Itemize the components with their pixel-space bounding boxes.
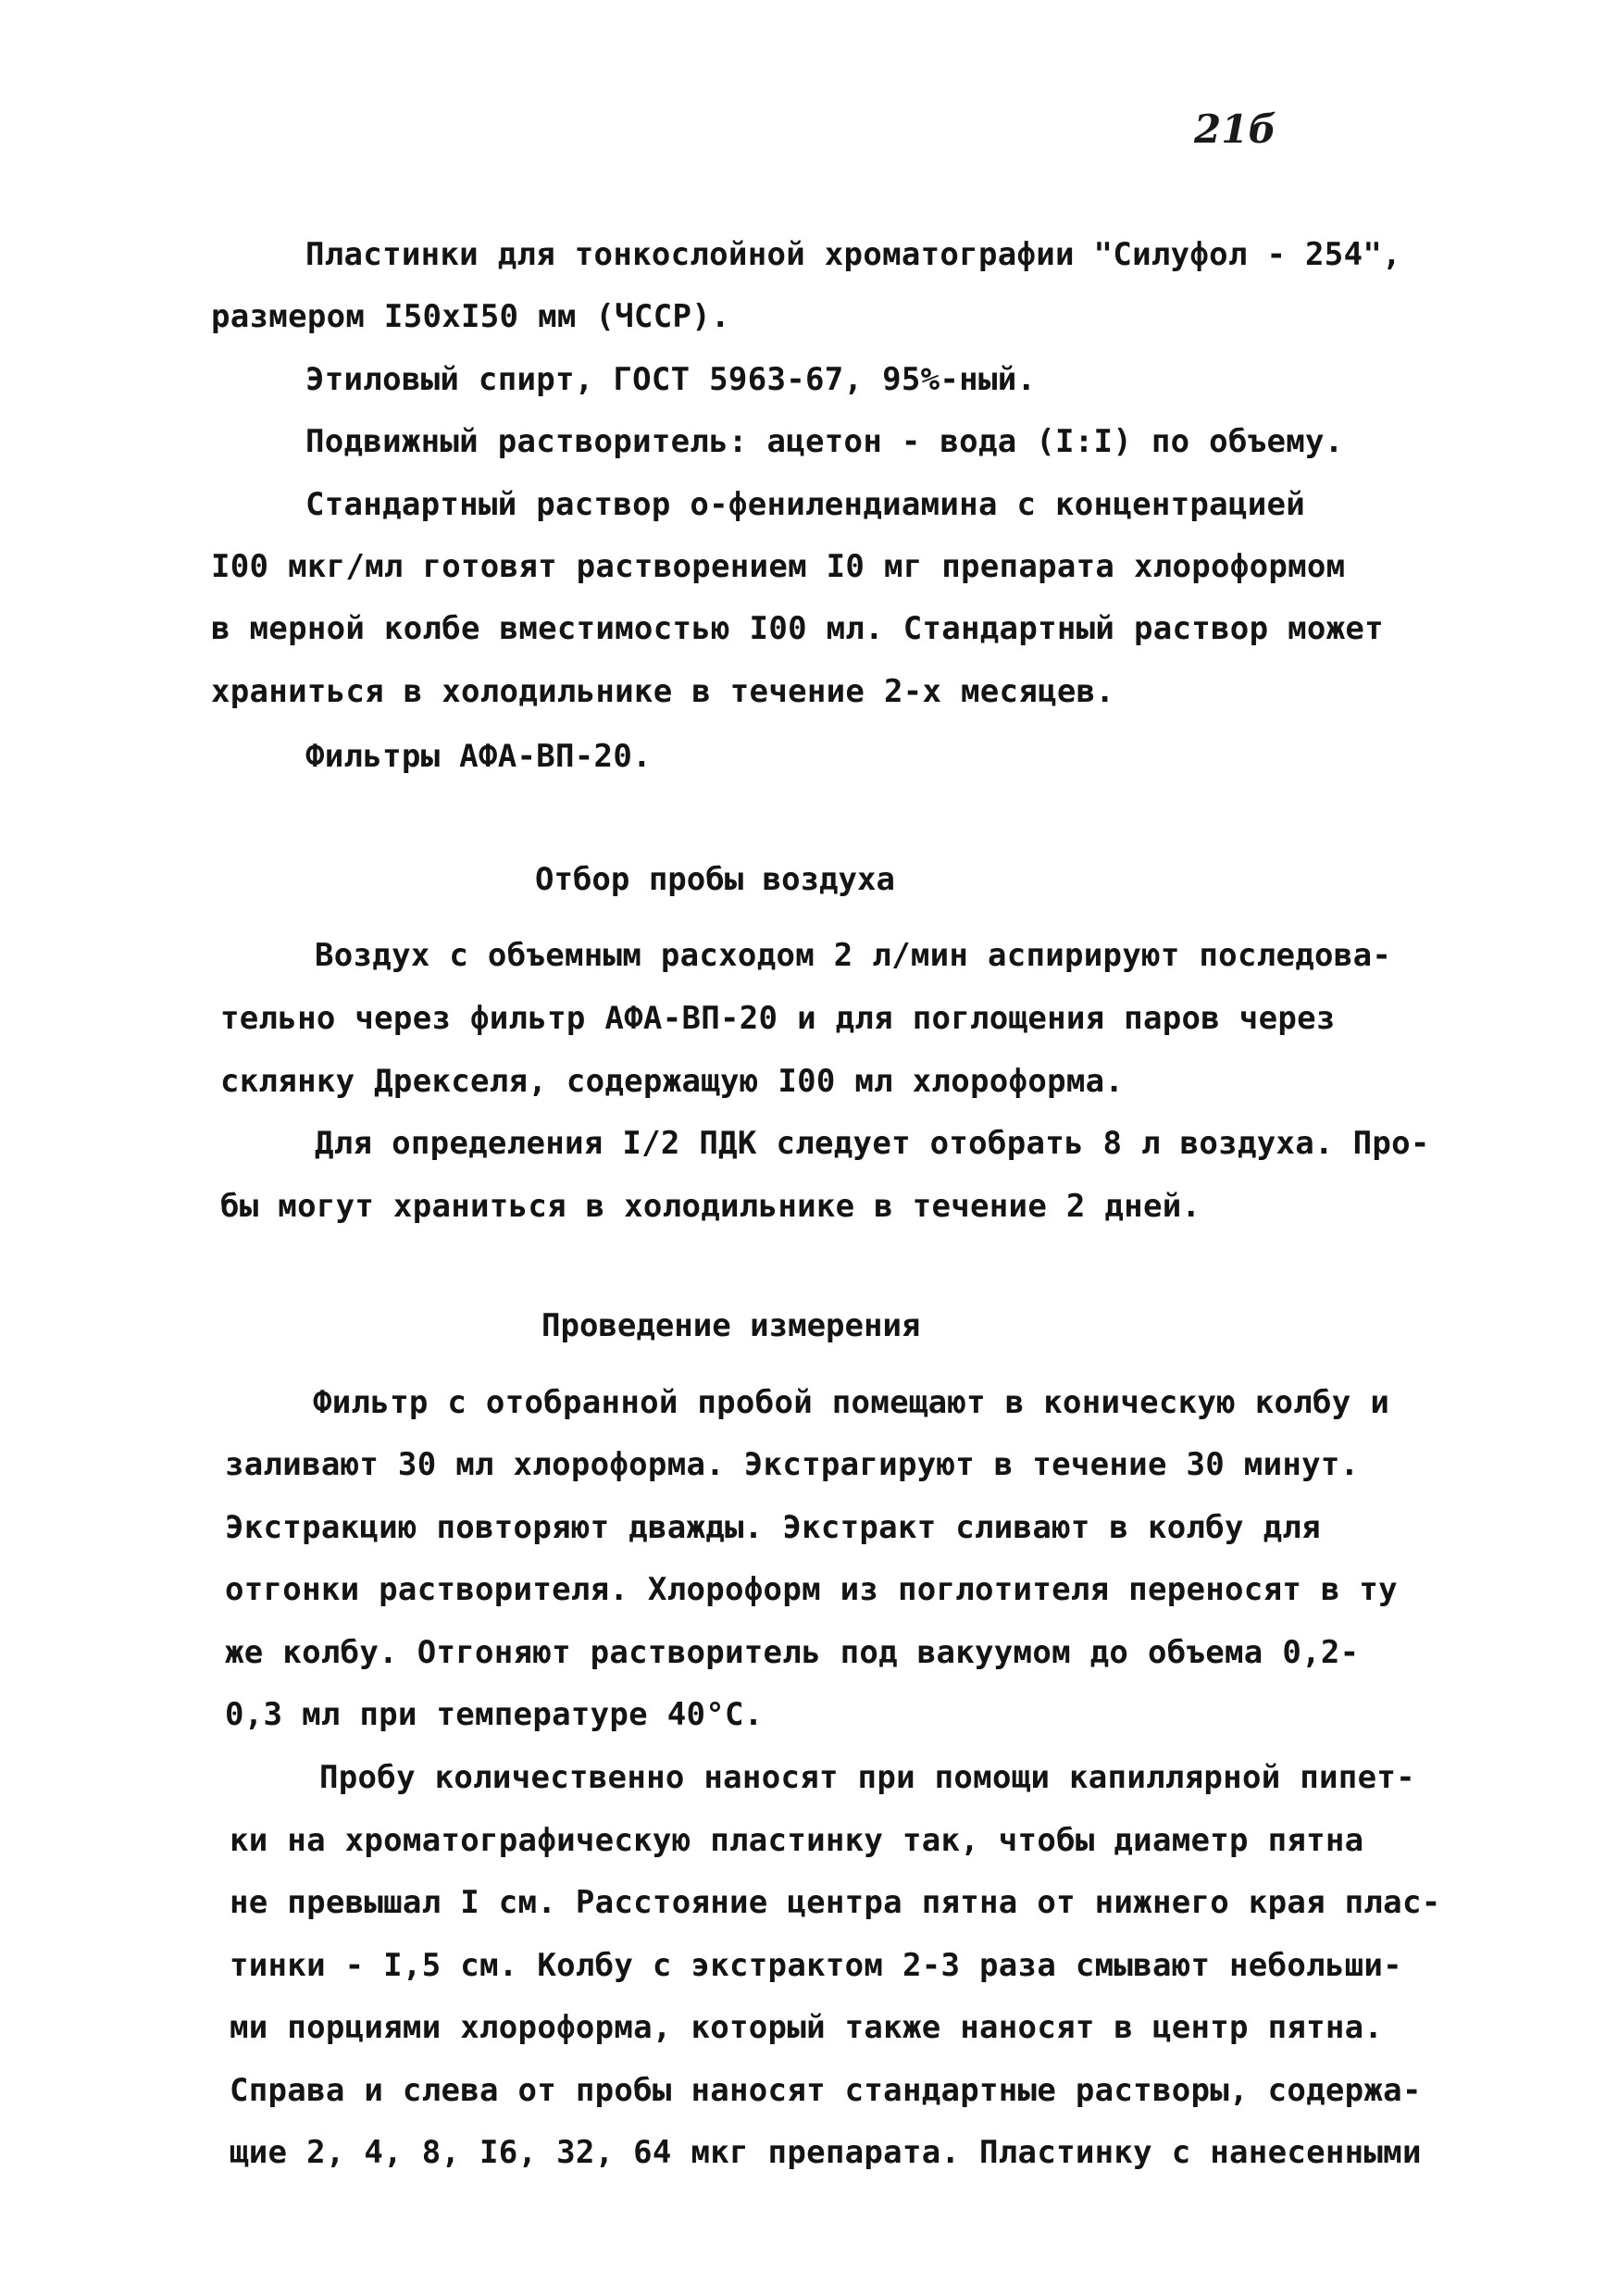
- page-number: 21б: [1194, 106, 1276, 152]
- text-line: Пластинки для тонкослойной хроматографии "Силуфол - 254",: [305, 236, 1401, 273]
- text-line: Подвижный растворитель: ацетон - вода (I:I) по объему.: [305, 423, 1344, 460]
- text-line: 0,3 мл при температуре 40°С.: [225, 1696, 764, 1733]
- text-line: заливают 30 мл хлороформа. Экстрагируют в течение 30 минут.: [225, 1446, 1360, 1483]
- section-heading: Проведение измерения: [541, 1307, 921, 1344]
- text-line: Стандартный раствор о-фенилендиамина с концентрацией: [305, 486, 1306, 523]
- text-line: тельно через фильтр АФА-ВП-20 и для поглощения паров через: [220, 1000, 1336, 1037]
- text-line: же колбу. Отгоняют растворитель под вакуумом до объема 0,2-: [225, 1634, 1360, 1671]
- text-line: Пробу количественно наносят при помощи капиллярной пипет-: [319, 1759, 1415, 1796]
- text-line: храниться в холодильнике в течение 2-х месяцев.: [211, 673, 1115, 710]
- text-line: бы могут храниться в холодильнике в течение 2 дней.: [220, 1188, 1201, 1225]
- text-line: Воздух с объемным расходом 2 л/мин аспирируют последова-: [315, 937, 1392, 974]
- text-line: щие 2, 4, 8, I6, 32, 64 мкг препарата. Пластинку с нанесенными: [230, 2134, 1422, 2171]
- text-line: I00 мкг/мл готовят растворением I0 мг препарата хлороформом: [211, 548, 1346, 585]
- text-line: тинки - I,5 см. Колбу с экстрактом 2-3 раза смывают небольши-: [230, 1947, 1402, 1984]
- text-line: Для определения I/2 ПДК следует отобрать 8 л воздуха. Про-: [315, 1125, 1430, 1162]
- text-line: размером I50xI50 мм (ЧССР).: [211, 298, 730, 335]
- section-heading: Отбор пробы воздуха: [535, 861, 895, 898]
- text-line: ми порциями хлороформа, который также наносят в центр пятна.: [230, 2009, 1384, 2046]
- text-line: отгонки растворителя. Хлороформ из поглотителя переносят в ту: [225, 1571, 1398, 1608]
- text-line: Этиловый спирт, ГОСТ 5963-67, 95%-ный.: [305, 361, 1037, 398]
- text-line: склянку Дрекселя, содержащую I00 мл хлороформа.: [220, 1063, 1125, 1100]
- text-line: Фильтр с отобранной пробой помещают в коническую колбу и: [313, 1384, 1390, 1421]
- text-line: ки на хроматографическую пластинку так, чтобы диаметр пятна: [230, 1822, 1364, 1859]
- text-line: Фильтры АФА-ВП-20.: [305, 738, 652, 775]
- text-line: в мерной колбе вместимостью I00 мл. Стандартный раствор может: [211, 610, 1384, 647]
- text-line: не превышал I см. Расстояние центра пятна от нижнего края плас-: [230, 1884, 1441, 1921]
- text-line: Справа и слева от пробы наносят стандартные растворы, содержа-: [230, 2072, 1422, 2109]
- text-line: Экстракцию повторяют дважды. Экстракт сливают в колбу для: [225, 1509, 1321, 1546]
